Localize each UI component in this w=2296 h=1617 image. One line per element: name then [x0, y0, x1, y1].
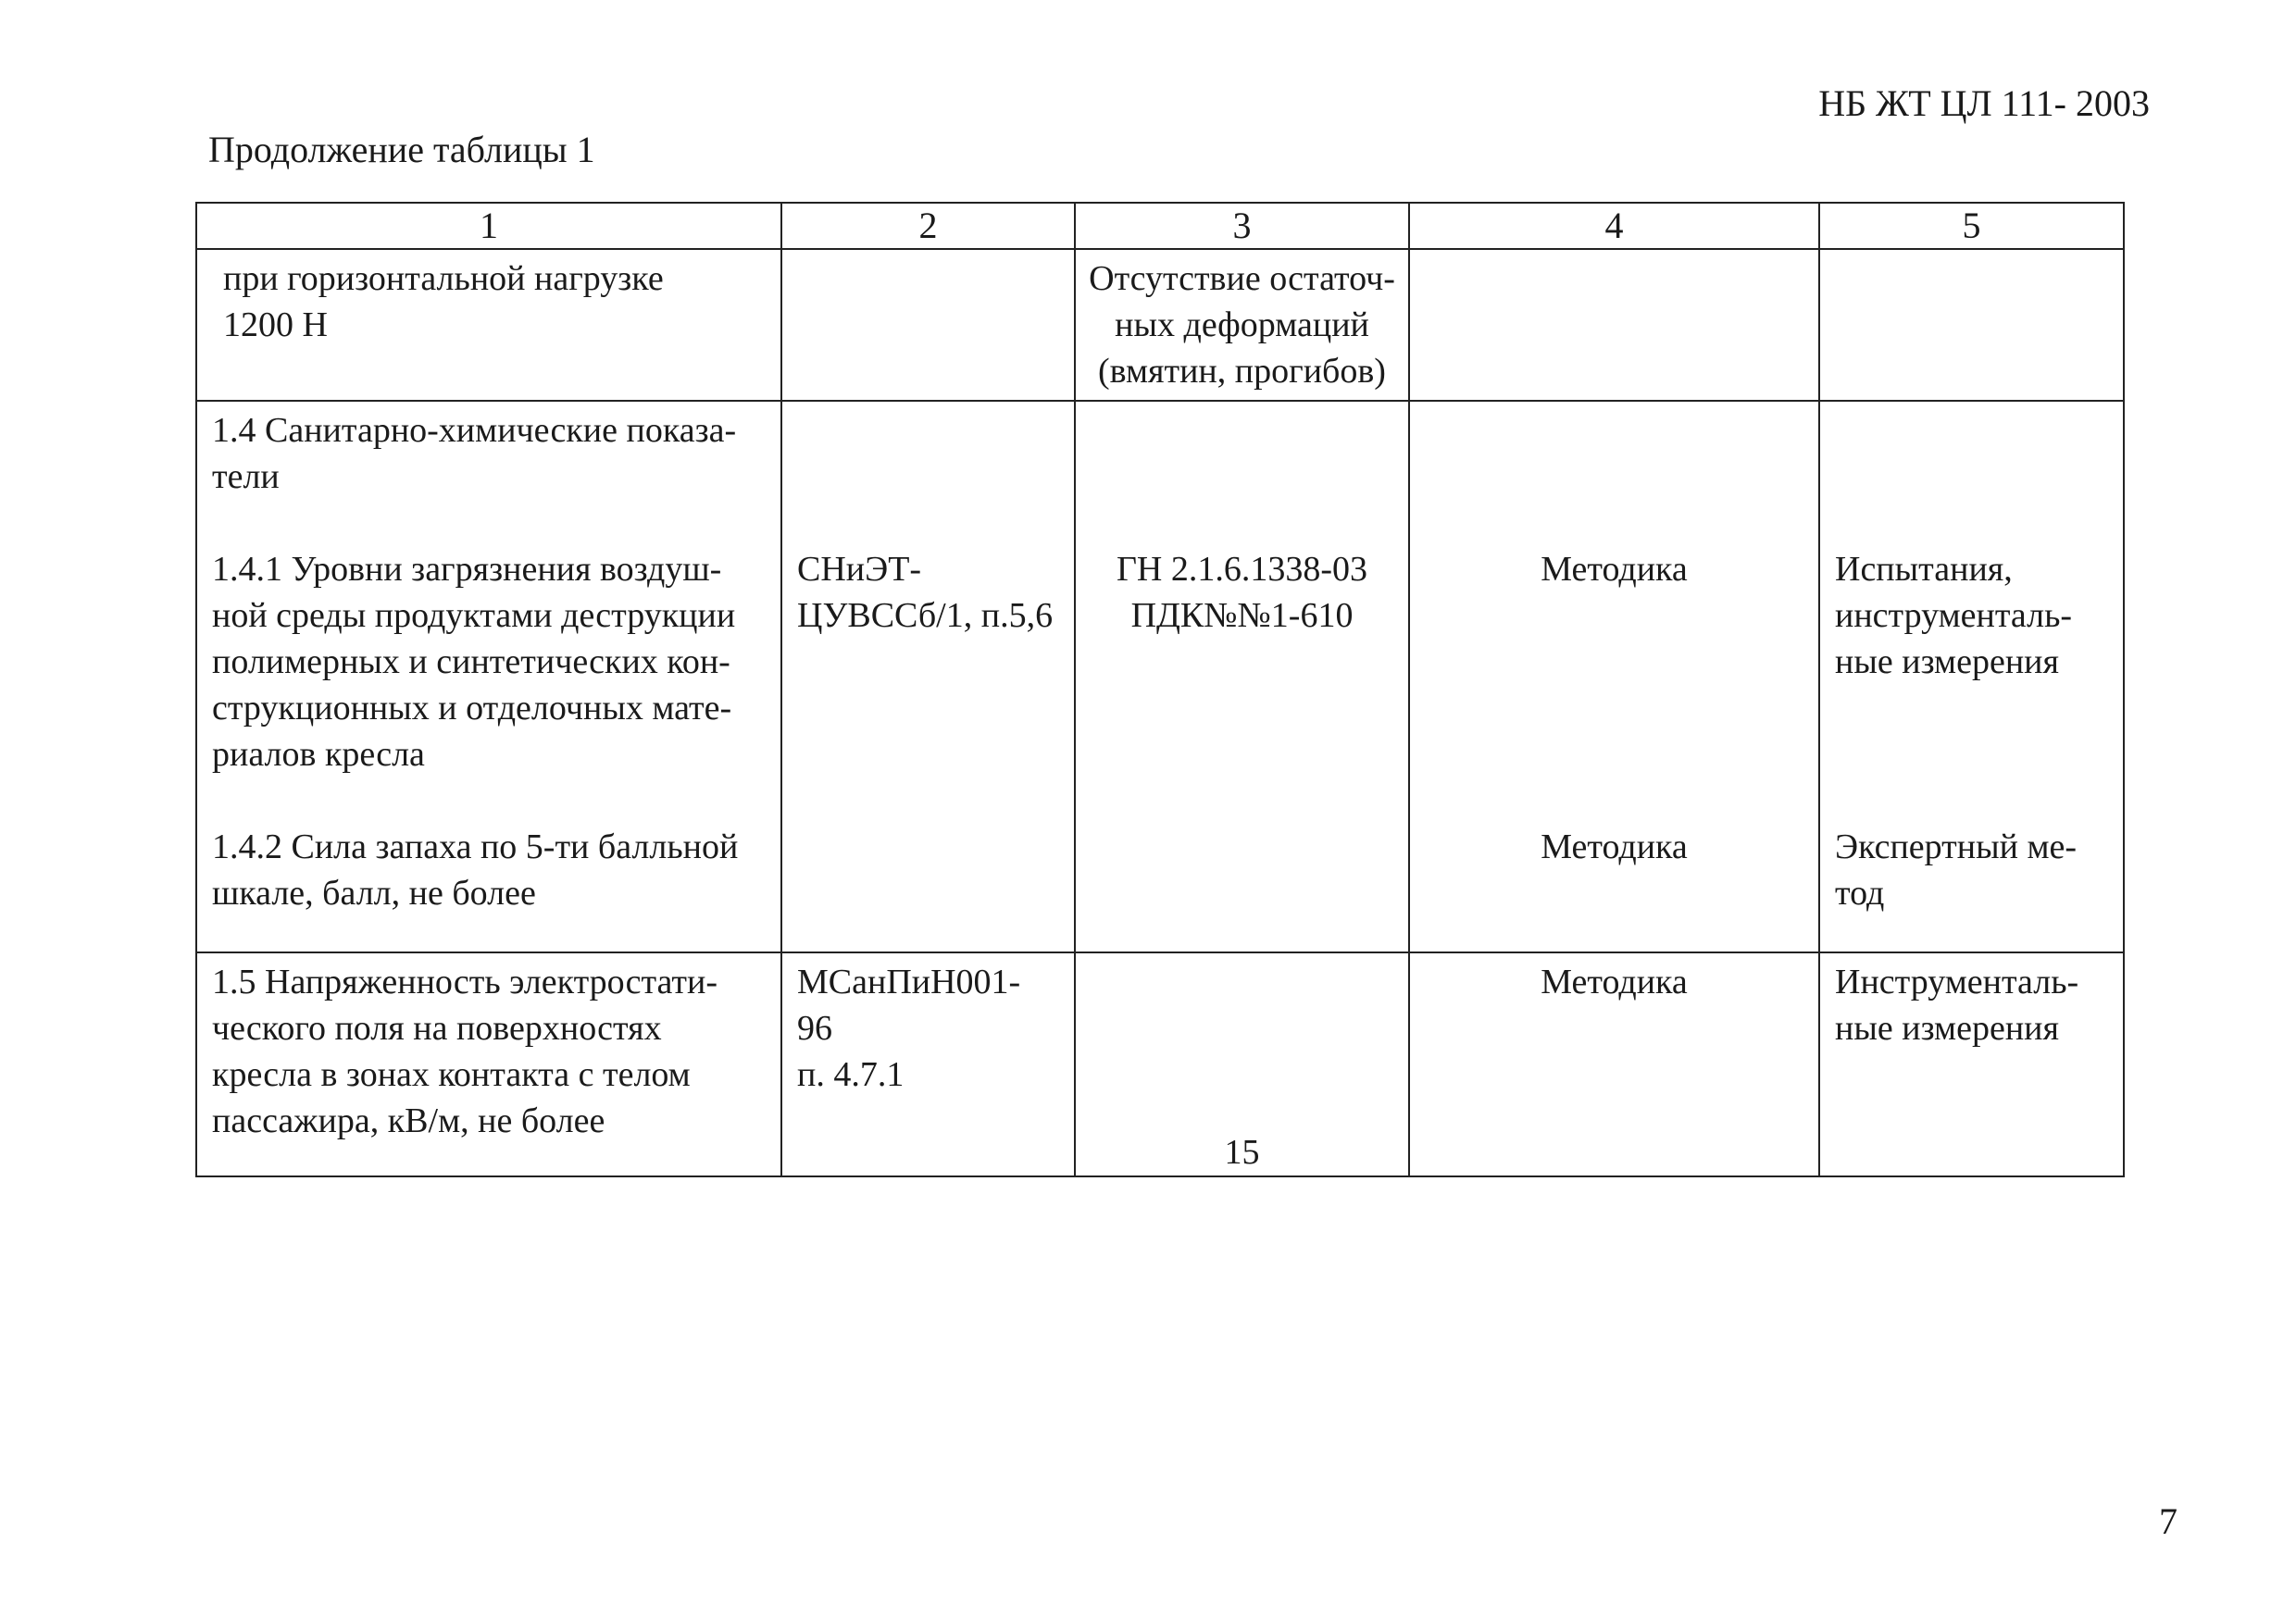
normative-doc-cell: [781, 401, 1075, 952]
text-line: Испытания,: [1835, 550, 2013, 589]
indicator-cell: [196, 952, 781, 1176]
column-header: 2: [781, 203, 1075, 249]
norm-value-cell: [1075, 401, 1409, 952]
text-line: струкционных и отделочных мате-: [212, 689, 732, 728]
column-header: 5: [1819, 203, 2124, 249]
column-header: 4: [1409, 203, 1819, 249]
indicator-cell: [196, 249, 781, 401]
method-cell: [1409, 952, 1819, 1176]
section-heading-line: тели: [212, 457, 280, 496]
method-cell: [1409, 249, 1819, 401]
table-row: [196, 249, 2124, 401]
norm-value-cell: [1075, 249, 1409, 401]
text-line: Методика: [1541, 827, 1688, 866]
text-line: полимерных и синтетических кон-: [212, 642, 730, 681]
text-line: 96: [797, 1009, 832, 1048]
text-line: ческого поля на поверхностях: [212, 1009, 662, 1048]
test-type-cell: [1819, 952, 2124, 1176]
text-line: инструменталь-: [1835, 596, 2073, 635]
text-line: Экспертный ме-: [1835, 827, 2078, 866]
text-line: п. 4.7.1: [797, 1055, 905, 1094]
text-line: тод: [1835, 874, 1885, 913]
method-cell: [1409, 401, 1819, 952]
test-type-cell: [1819, 401, 2124, 952]
text-line: ПДК№№1-610: [1130, 596, 1354, 635]
column-number-row: [196, 203, 2124, 249]
document-code: НБ ЖТ ЦЛ 111- 2003: [1818, 82, 2150, 124]
text-line: Методика: [1541, 963, 1688, 1001]
norm-value-text: 15: [1224, 1133, 1260, 1172]
text-line: Инструменталь-: [1835, 963, 2079, 1001]
column-header: 1: [196, 203, 781, 249]
text-line: (вмятин, прогибов): [1098, 352, 1386, 391]
text-line: Отсутствие остаточ-: [1089, 259, 1395, 298]
text-line: шкале, балл, не более: [212, 874, 536, 913]
text-line: ные измерения: [1835, 1009, 2059, 1048]
text-line: риалов кресла: [212, 735, 425, 774]
table-row: [196, 401, 2124, 952]
text-line: кресла в зонах контакта с телом: [212, 1055, 691, 1094]
indicator-cell: [196, 401, 781, 952]
text-line: СНиЭТ-: [797, 550, 922, 589]
text-line: ЦУВССб/1, п.5,6: [797, 596, 1054, 635]
normative-doc-cell: [781, 249, 1075, 401]
text-line: ной среды продуктами деструкции: [212, 596, 736, 635]
column-header: 3: [1075, 203, 1409, 249]
norm-value-cell: [1075, 952, 1409, 1176]
text-line: 1.5 Напряженность электростати-: [212, 963, 718, 1001]
text-line: при горизонтальной нагрузке: [223, 259, 664, 298]
text-line: 1.4.2 Сила запаха по 5-ти балльной: [212, 827, 739, 866]
text-line: пассажира, кВ/м, не более: [212, 1101, 605, 1140]
text-line: Методика: [1541, 550, 1688, 589]
text-line: МСанПиН001-: [797, 963, 1021, 1001]
table-caption: Продолжение таблицы 1: [208, 129, 595, 170]
normative-doc-cell: [781, 952, 1075, 1176]
page-number: 7: [2159, 1500, 2177, 1542]
text-line: ГН 2.1.6.1338-03: [1116, 550, 1368, 589]
text-line: ных деформаций: [1115, 305, 1369, 344]
text-line: 1200 Н: [223, 305, 328, 344]
text-line: ные измерения: [1835, 642, 2059, 681]
test-type-cell: [1819, 249, 2124, 401]
text-line: 1.4.1 Уровни загрязнения воздуш-: [212, 550, 722, 589]
specification-table: [195, 202, 2125, 1177]
table-row: [196, 952, 2124, 1176]
section-heading-line: 1.4 Санитарно-химические показа-: [212, 411, 737, 450]
